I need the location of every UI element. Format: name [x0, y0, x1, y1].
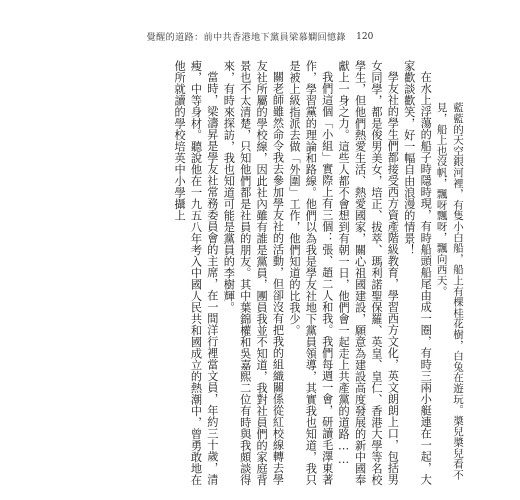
paragraph: 當時，梁濤昇是學友社常務委員會的主席，在一間洋行裡當文員，年約三十歲，清瘦，中等身材。聽說他在一九五八年考入中國人民共和國成立的熱潮中，曾勇敢地在他所就讀的學校培英中小學攝上: [173, 60, 219, 486]
running-header: [0, 30, 520, 43]
paragraph: 我們這個「小組」實際上有三個：張、趙二人和我。我們每週一會，研讀毛澤東著作，學習黨的理論和路線。他們以為我是學友社地下黨員領導，其實我也知道，我只是被上級指派去做「外圍」工作，他們知道的比我少。: [287, 60, 334, 486]
page-number: 120: [356, 31, 374, 42]
paragraph: 關老師雖然命令我去參加學友社的活動，但卻沒有把我的組織關係從紅校線轉去學友社所屬的學校線，因此社內雖有誰是黨員，團員我並不知道，我對社員們的家庭背景也不太清楚，只知他們都是社員的朋友。其中葉錦權和吳嘉熙二位有時與我頗談得來，有時來探訪，我也知道可能是黨員的李樹輝。: [222, 60, 285, 486]
paragraph: 在水上浮蕩的船子時隱時現，有時船頭船尾由成一圈，有時三兩小艇連在一起，大家歡談歡笑，好一幅自由浪漫的情景！: [402, 60, 433, 486]
vertical-text-body: [40, 60, 480, 488]
header-title: 覺醒的道路：前中共香港地下黨員梁慕嫻回憶錄: [146, 33, 347, 43]
paragraph: 學友社的學生們都接受西方資產階級教育，學習西方文化，英文朗朗上口，包括男女同學，都是俊男美女，培正、拔萃、瑪利諾聖保羅、英皇、皇仁、香港大學等名校學生，但他們熱愛生活、熱愛國家，關心祖國建設，願意為建設高度發展的新中國奉獻上一身之力。這些人都不會想到有朝一日，他們會一起走上共產黨的道路……: [337, 60, 400, 486]
opening-quote: 藍藍的天空銀河裡，有隻小白船，船上有棵桂花樹，白兔在遊玩。槳兒槳兒看不見，船上也沒帆，飄呀飄呀，飄向西天。: [435, 102, 464, 480]
